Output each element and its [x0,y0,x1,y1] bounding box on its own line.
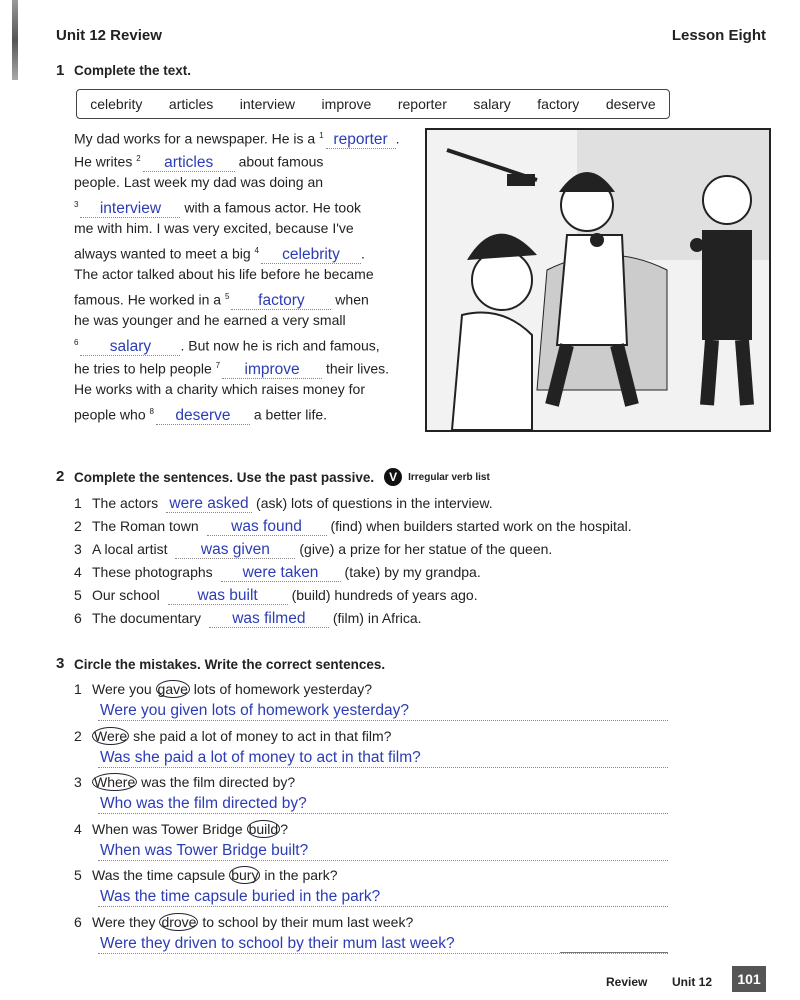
sentence-end: (ask) lots of questions in the interview. [256,495,493,511]
answer-blank[interactable]: was given [175,542,295,559]
answer-blank[interactable]: was built [168,588,288,605]
question-end: ? [280,820,288,837]
sentence-end: (take) by my grandpa. [344,564,481,580]
circled-mistake: gave [157,681,188,697]
text-segment: when [331,291,369,308]
item-number: 6 [74,610,82,626]
item-number: 2 [74,518,82,534]
item-number: 1 [74,681,82,697]
item-number: 6 [74,913,82,930]
text-line [74,242,365,264]
sentence-start: The Roman town [92,518,199,534]
circled-mistake: Were [94,727,128,744]
text-segment: about famous [234,153,324,170]
circled-mistake: drove [161,913,197,930]
text-line [74,403,327,425]
word-box [76,89,670,119]
item-number: 3 [74,774,82,790]
answer-blank[interactable]: celebrity [261,247,361,264]
text-line [74,380,365,398]
ex2-instruction: Complete the sentences. Use the past passive. [74,469,375,485]
answer-blank[interactable]: articles [143,155,235,172]
ex3-number: 3 [56,655,65,672]
sentence-end: (find) when builders started work on the hospital. [330,518,632,534]
text-segment: The actor talked about his life before he became [74,266,374,282]
circled-mistake: bury [231,867,259,883]
item-number: 1 [74,495,82,511]
text-line [74,334,380,356]
word-box-item: deserve [605,96,656,112]
text-segment: My dad works for a newspaper. He is a [74,130,320,147]
text-segment: He writes [74,153,137,170]
question-end: to school by their mum last week? [198,913,414,930]
ex2-heading [74,468,490,486]
question-start: Was the time capsule [92,867,230,883]
text-segment: people who [74,406,150,423]
gap-number: 3 [74,200,79,209]
answer-line[interactable]: Were they driven to school by their mum last week? [98,935,668,954]
text-line [74,357,389,379]
circled-mistake: Where [94,774,136,790]
text-segment: He works with a charity which raises money for [74,381,365,397]
ex2-item [74,586,478,605]
ex2-number: 2 [56,468,65,485]
ex3-question [74,727,391,745]
text-segment: he was younger and he earned a very small [74,312,346,328]
text-segment: . [361,245,365,262]
sentence-start: The documentary [92,610,201,626]
sentence-start: The actors [92,495,159,511]
text-segment: . But now he is rich and famous, [180,337,380,354]
text-line [74,219,354,237]
ex2-item [74,517,632,536]
ex2-item [74,563,481,582]
word-box-item: reporter [397,96,447,112]
gap-number: 8 [149,407,154,416]
ex3-question [74,866,338,884]
question-start: When was Tower Bridge [92,820,247,837]
word-box-item: improve [321,96,372,112]
ex3-question [74,773,295,791]
ex3-question [74,680,372,698]
answer-blank[interactable]: was filmed [209,611,329,628]
answer-line[interactable]: Was she paid a lot of money to act in that film? [98,749,668,768]
footer-rule [560,952,668,953]
answer-blank[interactable]: salary [80,339,180,356]
question-end: in the park? [260,867,338,883]
item-number: 5 [74,867,82,883]
sentence-start: A local artist [92,541,168,557]
sentence-end: (build) hundreds of years ago. [291,587,478,603]
text-segment: famous. He worked in a [74,291,225,308]
text-segment: . [395,130,400,147]
verb-list-link[interactable]: Irregular verb list [408,471,490,483]
question-end: she paid a lot of money to act in that film? [129,727,392,744]
answer-blank[interactable]: were asked [166,496,252,513]
answer-blank[interactable]: interview [80,201,180,218]
interview-illustration [425,128,771,432]
answer-blank[interactable]: were taken [221,565,341,582]
text-segment: with a famous actor. He took [180,199,361,216]
word-box-item: celebrity [90,96,143,112]
gap-number: 1 [319,131,324,140]
answer-blank[interactable]: improve [222,362,322,379]
gap-number: 2 [136,154,141,163]
ex1-instruction: Complete the text. [74,63,192,78]
word-box-item: factory [537,96,580,112]
ex2-item [74,609,422,628]
text-segment: he tries to help people [74,360,216,377]
item-number: 4 [74,564,82,580]
gap-number: 5 [224,292,230,301]
answer-blank[interactable]: was found [207,519,327,536]
text-line [74,288,369,310]
item-number: 5 [74,587,82,603]
unit-title: Unit 12 Review [56,27,162,44]
word-box-item: interview [239,96,296,112]
page-number: 101 [732,966,766,992]
item-number: 4 [74,820,82,837]
text-line [74,196,361,218]
lesson-title: Lesson Eight [671,27,766,44]
scan-edge [12,0,18,80]
gap-number: 4 [254,246,259,255]
ex1-number: 1 [56,62,65,79]
verb-list-badge-icon: V [384,468,402,486]
gap-number: 6 [74,338,79,347]
footer-unit: Unit 12 [672,975,713,989]
text-line [74,311,346,329]
text-segment: their lives. [322,360,390,377]
answer-line[interactable]: Were you given lots of homework yesterday? [98,702,668,721]
illustration-sketch [427,130,769,430]
question-end: was the film directed by? [137,774,296,790]
item-number: 3 [74,541,82,557]
ex3-question [74,913,413,931]
text-segment: me with him. I was very excited, because I've [74,220,354,236]
text-segment: people. Last week my dad was doing an [74,174,324,190]
question-end: lots of homework yesterday? [189,681,372,697]
gap-number: 7 [215,361,221,370]
answer-blank[interactable]: factory [231,293,331,310]
answer-line[interactable]: Was the time capsule buried in the park? [98,888,668,907]
word-box-item: salary [473,96,511,112]
answer-line[interactable]: Who was the film directed by? [98,795,668,814]
footer-section: Review [606,975,648,989]
text-line [74,265,374,283]
question-start: Were you [92,681,156,697]
sentence-start: Our school [92,587,160,603]
word-box-item: articles [168,96,214,112]
sentence-end: (film) in Africa. [332,610,422,626]
text-segment: a better life. [249,406,328,423]
text-segment: always wanted to meet a big [74,245,255,262]
text-line [74,173,323,191]
question-start: Were they [92,913,160,930]
answer-blank[interactable]: reporter [326,132,396,149]
ex3-instruction: Circle the mistakes. Write the correct sentences. [74,657,386,672]
answer-line[interactable]: When was Tower Bridge built? [98,842,668,861]
ex3-question [74,820,288,838]
text-line [74,127,399,149]
circled-mistake: build [248,820,279,837]
ex2-item [74,540,552,559]
item-number: 2 [74,727,82,744]
ex2-item [74,494,493,513]
sentence-end: (give) a prize for her statue of the queen. [299,541,553,557]
sentence-start: These photographs [92,564,213,580]
text-line [74,150,323,172]
answer-blank[interactable]: deserve [156,408,250,425]
